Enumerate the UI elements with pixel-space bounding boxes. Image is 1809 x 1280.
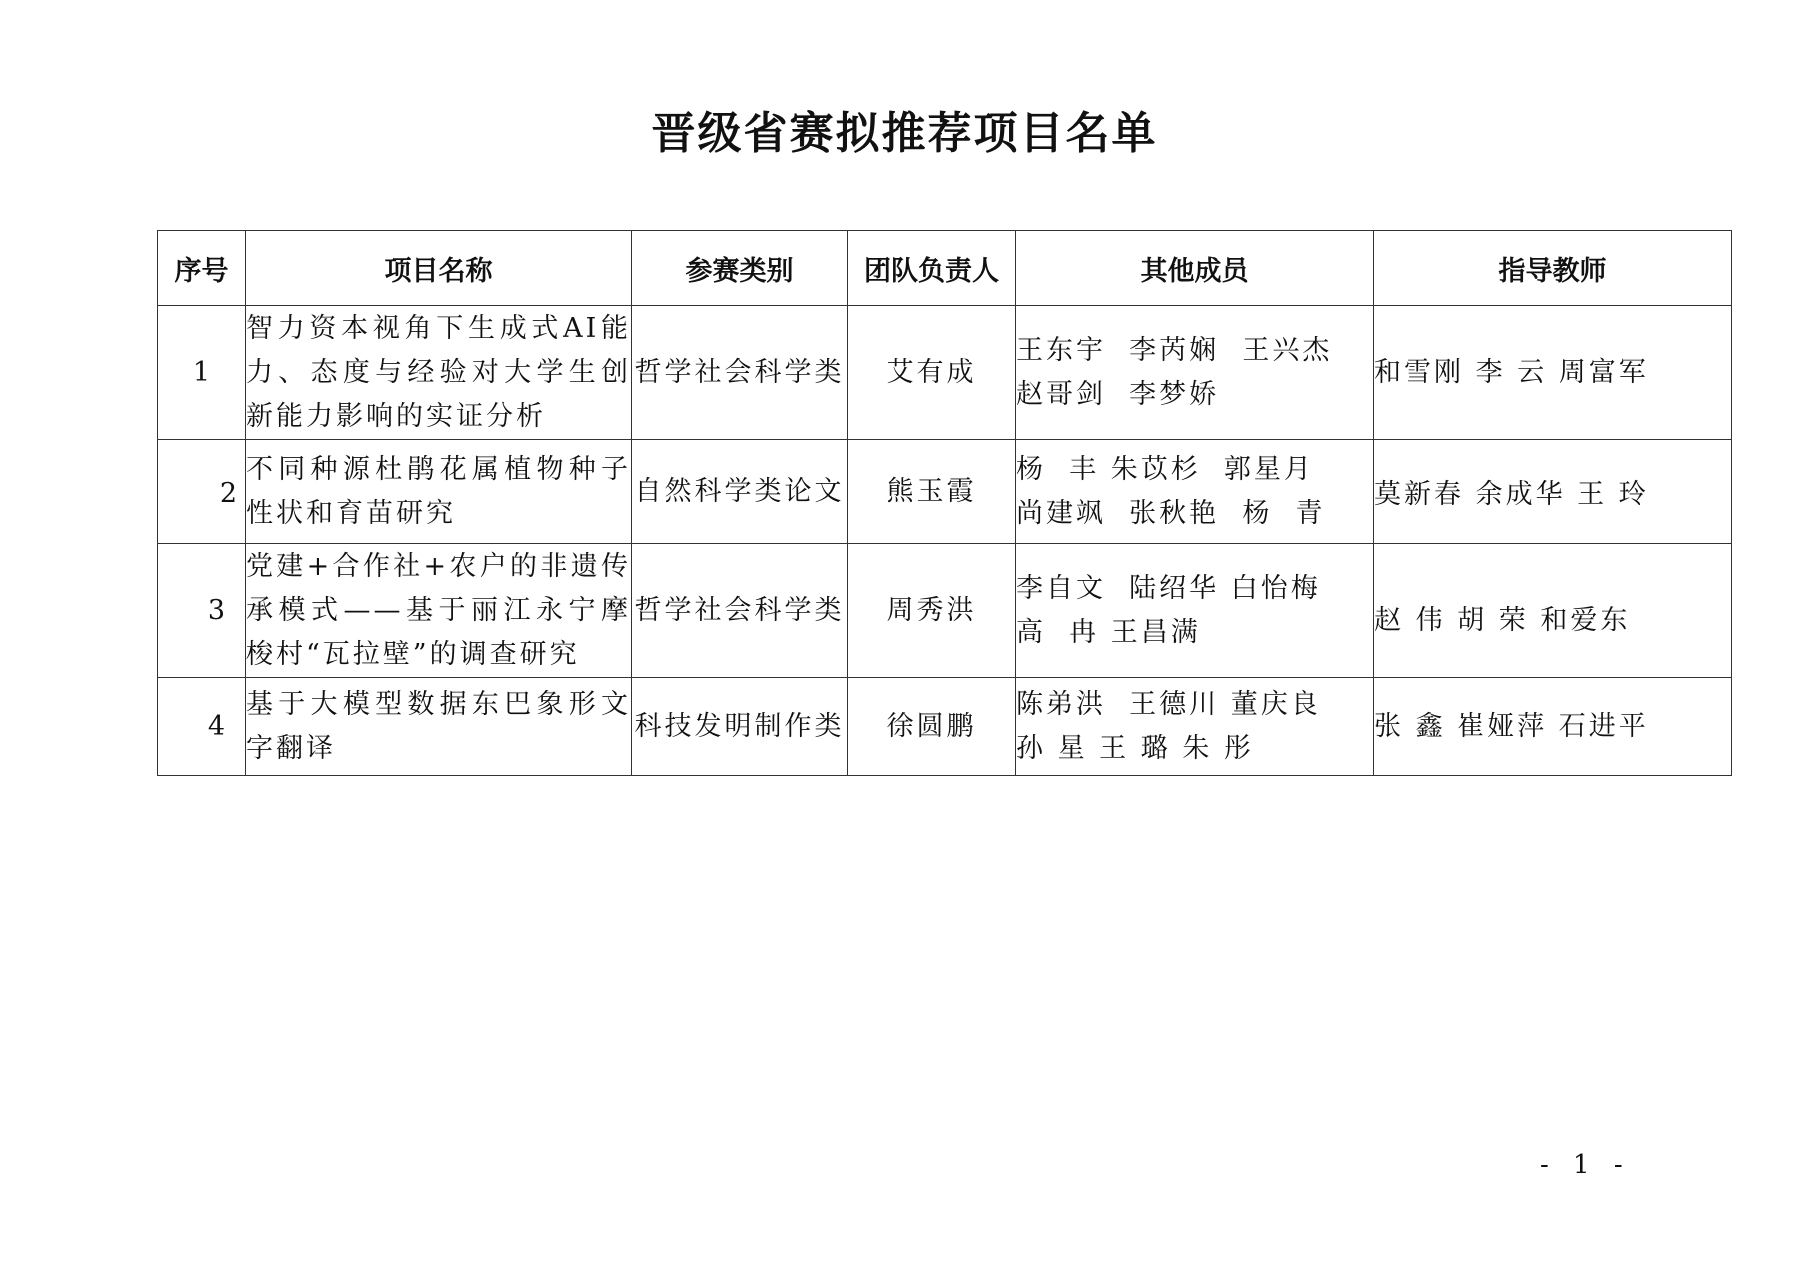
row-team-leader: 徐圆鹏 [848,678,1016,776]
header-category: 参赛类别 [632,231,848,306]
row-project-name: 智力资本视角下生成式AI能力、态度与经验对大学生创新能力影响的实证分析 [246,306,632,440]
member-line: 尚建飒 张秋艳 杨 青 [1016,497,1326,529]
row-other-members [1016,306,1374,440]
row-other-members [1016,544,1374,678]
member-line: 王东宇 李芮娴 王兴杰 [1016,334,1333,366]
member-line: 高 冉 王昌满 [1016,616,1201,648]
row-seq: 4 [158,678,246,776]
table-row [158,306,1732,440]
row-mentors: 和雪刚 李 云 周富军 [1374,306,1732,440]
table-header-row [158,231,1732,306]
row-mentors: 赵 伟 胡 荣 和爱东 [1374,544,1732,678]
table-row [158,678,1732,776]
row-mentors: 张 鑫 崔娅萍 石进平 [1374,678,1732,776]
row-project-name: 党建+合作社+农户的非遗传承模式——基于丽江永宁摩梭村“瓦拉壁”的调查研究 [246,544,632,678]
page-title: 晋级省赛拟推荐项目名单 [651,108,1158,159]
row-project-name: 基于大模型数据东巴象形文字翻译 [246,678,632,776]
row-other-members [1016,440,1374,544]
row-seq: 3 [158,544,246,678]
member-line: 陈弟洪 王德川 董庆良 [1016,688,1321,720]
table-row [158,544,1732,678]
row-seq: 1 [158,306,246,440]
row-team-leader: 艾有成 [848,306,1016,440]
row-category: 自然科学类论文 [632,440,848,544]
member-line: 李自文 陆绍华 白怡梅 [1016,572,1321,604]
header-team-leader: 团队负责人 [848,231,1016,306]
member-line: 孙 星 王 璐 朱 彤 [1016,732,1254,764]
row-category: 科技发明制作类 [632,678,848,776]
header-mentors: 指导教师 [1374,231,1732,306]
project-table [157,230,1732,776]
page-number: - 1 - [1540,1150,1631,1180]
member-line: 赵哥剑 李梦娇 [1016,378,1220,410]
row-mentors: 莫新春 余成华 王 玲 [1374,440,1732,544]
row-category: 哲学社会科学类 [632,544,848,678]
table-row [158,440,1732,544]
header-other-members: 其他成员 [1016,231,1374,306]
row-other-members [1016,678,1374,776]
row-seq: 2 [158,440,246,544]
row-category: 哲学社会科学类 [632,306,848,440]
header-project-name: 项目名称 [246,231,632,306]
row-team-leader: 熊玉霞 [848,440,1016,544]
row-team-leader: 周秀洪 [848,544,1016,678]
row-project-name: 不同种源杜鹃花属植物种子性状和育苗研究 [246,440,632,544]
header-seq: 序号 [158,231,246,306]
member-line: 杨 丰 朱苡杉 郭星月 [1016,453,1314,485]
